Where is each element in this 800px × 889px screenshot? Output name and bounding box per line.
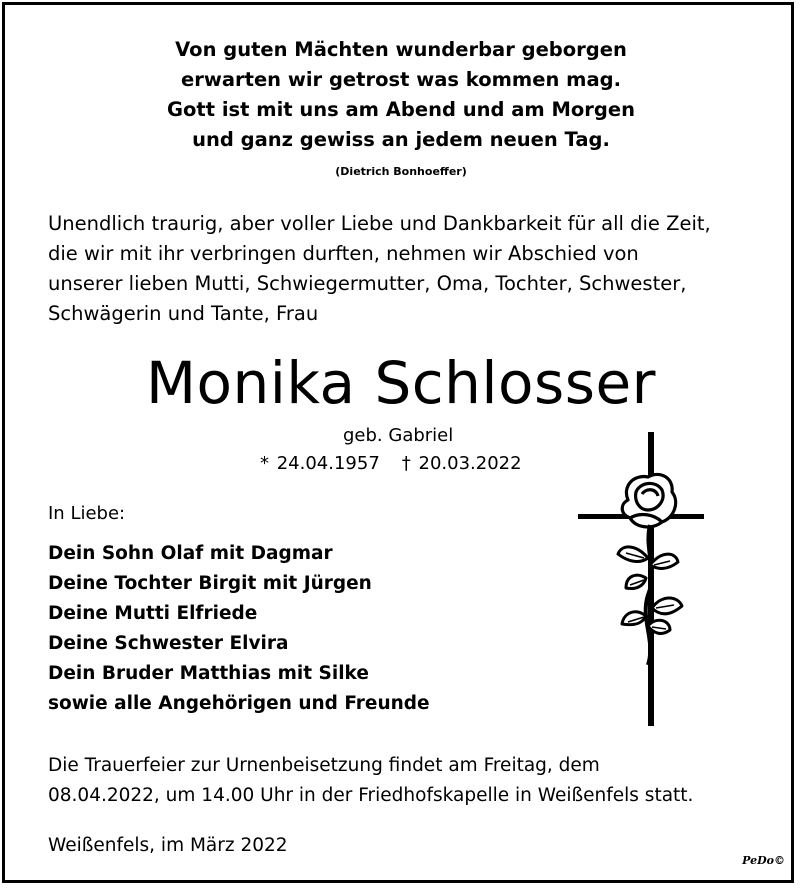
maiden-name: geb. Gabriel — [343, 425, 454, 446]
obituary-frame — [2, 2, 794, 883]
poem-line: und ganz gewiss an jedem neuen Tag. — [192, 128, 610, 151]
intro-line: die wir mit ihr verbringen durften, nehmen wir Abschied von — [48, 242, 639, 265]
intro-line: Schwägerin und Tante, Frau — [48, 302, 319, 325]
mourner-line: Deine Mutti Elfriede — [48, 603, 258, 624]
mourner-line: Deine Schwester Elvira — [48, 633, 289, 654]
poem — [5, 35, 797, 155]
deceased-name: Monika Schlosser — [146, 349, 656, 417]
place-date: Weißenfels, im März 2022 — [48, 835, 288, 856]
poem-line: Von guten Mächten wunderbar geborgen — [175, 38, 627, 61]
intro-line: Unendlich traurig, aber voller Liebe und Dankbarkeit für all die Zeit, — [48, 212, 711, 235]
funeral-line: Die Trauerfeier zur Urnenbeisetzung findet am Freitag, dem — [48, 755, 600, 776]
mourner-line: sowie alle Angehörigen und Freunde — [48, 693, 430, 714]
mourners-list — [48, 539, 430, 719]
mourners-heading: In Liebe: — [48, 503, 126, 524]
mourner-line: Deine Tochter Birgit mit Jürgen — [48, 573, 372, 594]
intro-text — [48, 209, 711, 329]
designer-signature: PeDo© — [742, 854, 785, 867]
birth-date: * 24.04.1957 — [260, 453, 380, 474]
poem-line: Gott ist mit uns am Abend und am Morgen — [167, 98, 635, 121]
mourner-line: Dein Sohn Olaf mit Dagmar — [48, 543, 333, 564]
funeral-notice — [48, 751, 693, 811]
intro-line: unserer lieben Mutti, Schwiegermutter, Oma, Tochter, Schwester, — [48, 272, 687, 295]
poem-source: (Dietrich Bonhoeffer) — [335, 165, 467, 178]
death-date: † 20.03.2022 — [401, 453, 522, 474]
cross-with-rose-icon — [570, 430, 710, 730]
funeral-line: 08.04.2022, um 14.00 Uhr in der Friedhofskapelle in Weißenfels statt. — [48, 785, 694, 806]
poem-line: erwarten wir getrost was kommen mag. — [181, 68, 621, 91]
mourner-line: Dein Bruder Matthias mit Silke — [48, 663, 369, 684]
life-dates — [260, 451, 522, 477]
